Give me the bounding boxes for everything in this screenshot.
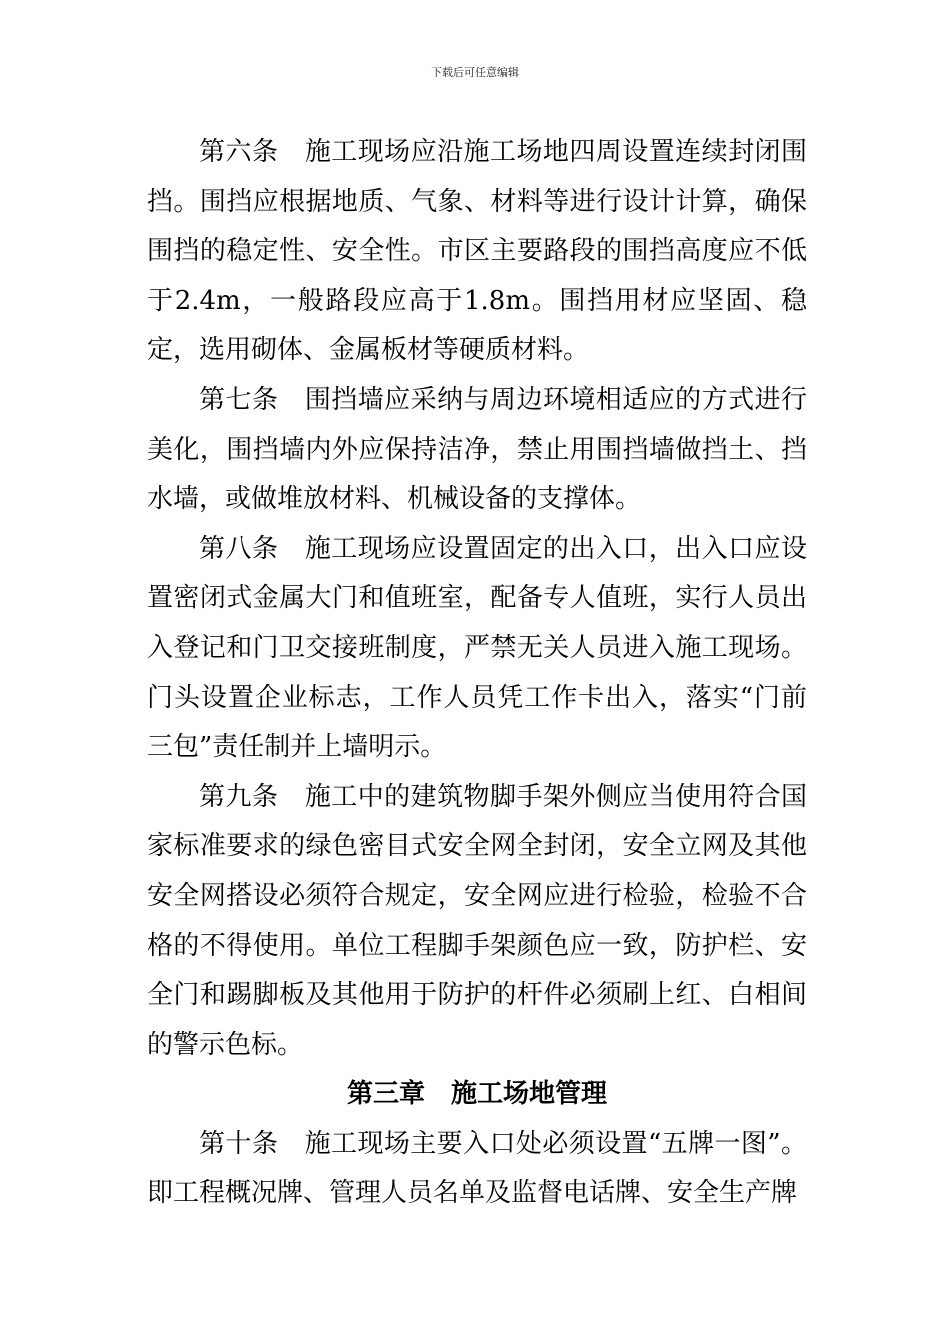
header-note: 下载后可任意编辑 [431, 66, 519, 79]
article-10-paragraph: 第十条 施工现场主要入口处必须设置“五牌一图”。即工程概况牌、管理人员名单及监督电话牌、安全生产牌 [147, 1128, 807, 1209]
article-8-paragraph: 第八条 施工现场应设置固定的出入口，出入口应设置密闭式金属大门和值班室，配备专人值班，实行人员出入登记和门卫交接班制度，严禁无关人员进入施工现场。门头设置企业标志，工作人员凭工作卡出入，落实“门前三包”责任制并上墙明示。 [147, 533, 807, 763]
article-9-paragraph: 第九条 施工中的建筑物脚手架外侧应当使用符合国家标准要求的绿色密目式安全网全封闭，安全立网及其他安全网搭设必须符合规定，安全网应进行检验，检验不合格的不得使用。单位工程脚手架颜色应一致，防护栏、安全门和踢脚板及其他用于防护的杆件必须刷上红、白相间的警示色标。 [147, 781, 807, 1060]
article-6-paragraph: 第六条 施工现场应沿施工场地四周设置连续封闭围挡。围挡应根据地质、气象、材料等进行设计计算，确保围挡的稳定性、安全性。市区主要路段的围挡高度应不低于2.4m，一般路段应高于1.8m。围挡用材应坚固、稳定，选用砌体、金属板材等硬质材料。 [147, 137, 807, 366]
article-7-paragraph: 第七条 围挡墙应采纳与周边环境相适应的方式进行美化，围挡墙内外应保持洁净，禁止用围挡墙做挡土、挡水墙，或做堆放材料、机械设备的支撑体。 [147, 384, 807, 515]
document-body [147, 128, 807, 1219]
chapter-3-heading: 第三章 施工场地管理 [346, 1079, 607, 1110]
